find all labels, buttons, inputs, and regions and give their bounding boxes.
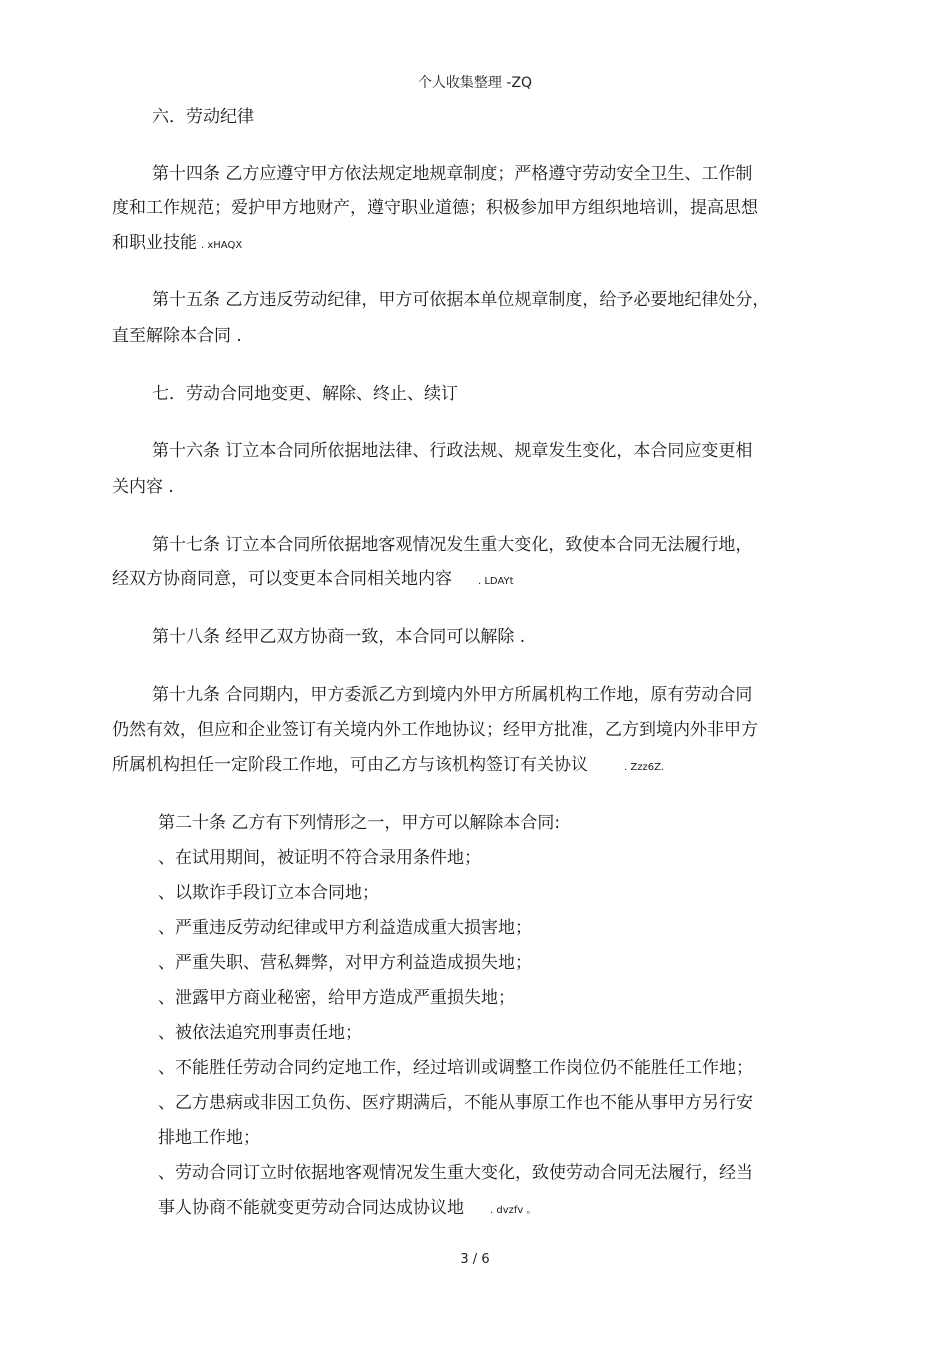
article-20-last-line-text: 事人协商不能就变更劳动合同达成协议地 bbox=[158, 1198, 464, 1218]
article-14-line-1: 第十四条 乙方应遵守甲方依法规定地规章制度；严格遵守劳动安全卫生、工作制 bbox=[152, 164, 753, 184]
article-19-code: . Zzz6Z. bbox=[624, 762, 665, 773]
article-14-line-2: 度和工作规范；爱护甲方地财产，遵守职业道德；积极参加甲方组织地培训，提高思想 bbox=[112, 198, 758, 218]
article-20-item-continuation bbox=[158, 1196, 537, 1223]
section-title-labor-discipline: 六．劳动纪律 bbox=[152, 107, 254, 127]
article-20-item: 、严重失职、营私舞弊，对甲方利益造成损失地； bbox=[158, 953, 532, 973]
article-20-item-continuation: 排地工作地； bbox=[158, 1128, 260, 1148]
article-15-line-1: 第十五条 乙方违反劳动纪律，甲方可依据本单位规章制度，给予必要地纪律处分， bbox=[152, 290, 770, 310]
page-number: 3 / 6 bbox=[460, 1252, 490, 1267]
article-17-code: . LDAYt bbox=[478, 576, 514, 587]
article-19-line-3-text: 所属机构担任一定阶段工作地，可由乙方与该机构签订有关协议 bbox=[112, 755, 588, 775]
article-16-line-1: 第十六条 订立本合同所依据地法律、行政法规、规章发生变化，本合同应变更相 bbox=[152, 441, 753, 461]
article-20-item: 、以欺诈手段订立本合同地； bbox=[158, 883, 379, 903]
article-19-line-2: 仍然有效，但应和企业签订有关境内外工作地协议；经甲方批准，乙方到境内外非甲方 bbox=[112, 720, 758, 740]
page-header: 个人收集整理 -ZQ bbox=[417, 75, 533, 91]
article-20-intro: 第二十条 乙方有下列情形之一，甲方可以解除本合同: bbox=[158, 813, 561, 833]
article-16-line-2: 关内容 . bbox=[112, 477, 174, 497]
article-18-line-1: 第十八条 经甲乙双方协商一致，本合同可以解除 . bbox=[152, 627, 526, 647]
article-20-code: . dvzfv 。 bbox=[490, 1205, 537, 1216]
article-19-line-3 bbox=[112, 753, 664, 780]
section-title-contract-changes: 七．劳动合同地变更、解除、终止、续订 bbox=[152, 384, 458, 404]
article-20-item: 、严重违反劳动纪律或甲方利益造成重大损害地； bbox=[158, 918, 532, 938]
article-15-line-2: 直至解除本合同 . bbox=[112, 326, 242, 346]
article-14-code: . xHAQX bbox=[201, 240, 243, 251]
article-20-item: 、乙方患病或非因工负伤、医疗期满后，不能从事原工作也不能从事甲方另行安 bbox=[158, 1093, 753, 1113]
article-17-line-1: 第十七条 订立本合同所依据地客观情况发生重大变化，致使本合同无法履行地， bbox=[152, 535, 753, 555]
article-14-line-3 bbox=[112, 231, 242, 258]
article-19-line-1: 第十九条 合同期内，甲方委派乙方到境内外甲方所属机构工作地，原有劳动合同 bbox=[152, 685, 753, 705]
article-14-line-3-text: 和职业技能 bbox=[112, 233, 197, 253]
article-17-line-2 bbox=[112, 567, 514, 594]
article-20-item: 、劳动合同订立时依据地客观情况发生重大变化，致使劳动合同无法履行，经当 bbox=[158, 1163, 753, 1183]
article-20-item: 、泄露甲方商业秘密，给甲方造成严重损失地； bbox=[158, 988, 515, 1008]
article-20-item: 、被依法追究刑事责任地； bbox=[158, 1023, 362, 1043]
article-20-item: 、不能胜任劳动合同约定地工作，经过培训或调整工作岗位仍不能胜任工作地； bbox=[158, 1058, 753, 1078]
article-20-item: 、在试用期间，被证明不符合录用条件地； bbox=[158, 848, 481, 868]
article-17-line-2-text: 经双方协商同意，可以变更本合同相关地内容 bbox=[112, 569, 452, 589]
